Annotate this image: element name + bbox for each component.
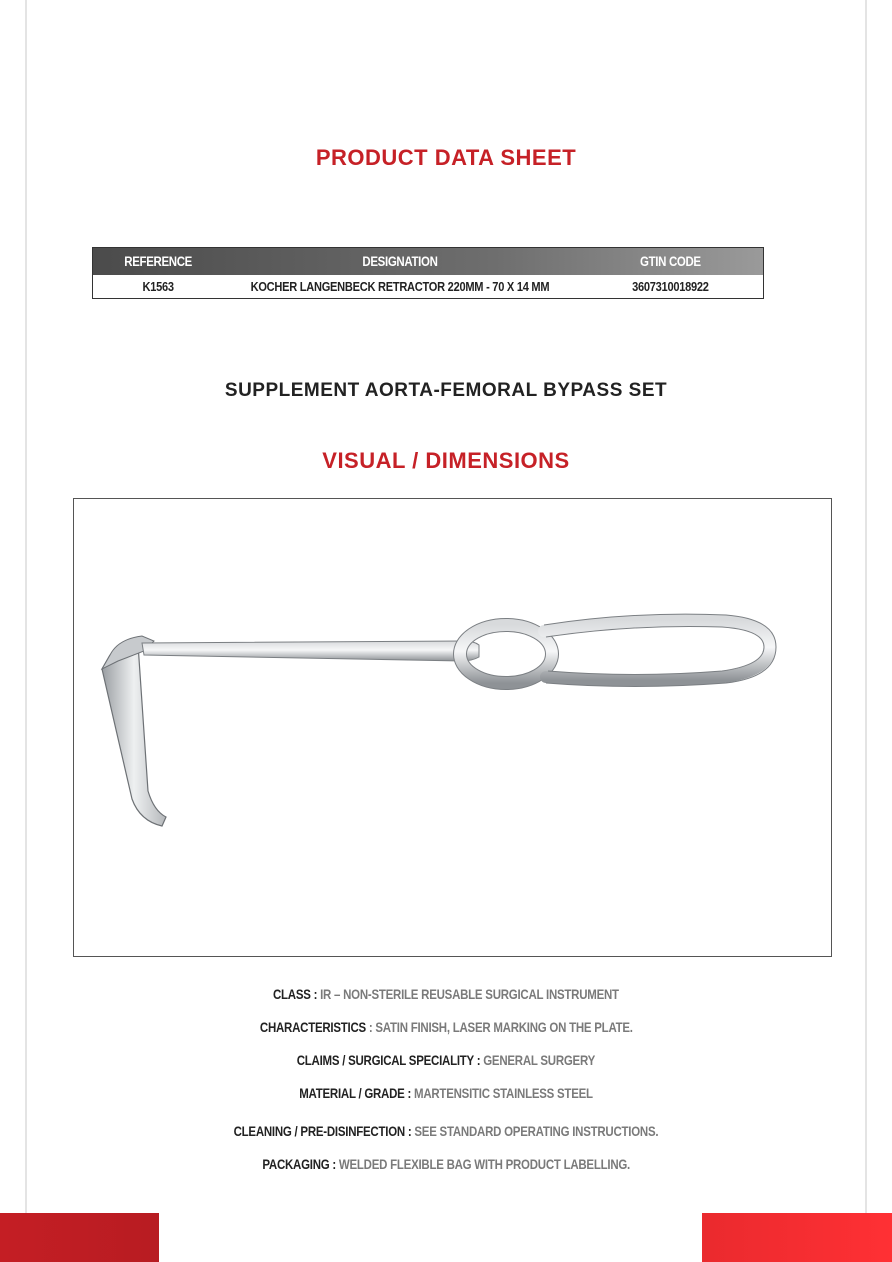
- column-header-reference: REFERENCE: [123, 254, 192, 269]
- supplement-set-title: SUPPLEMENT AORTA-FEMORAL BYPASS SET: [224, 380, 668, 401]
- designation-cell: KOCHER LANGENBECK RETRACTOR 220MM - 70 X 14 MM: [250, 279, 550, 294]
- visual-dimensions-title: VISUAL / DIMENSIONS: [322, 448, 570, 473]
- product-visual-frame: [73, 498, 832, 957]
- spec-packaging-label: PACKAGING :: [262, 1156, 336, 1172]
- spec-cleaning-label: CLEANING / PRE-DISINFECTION :: [233, 1123, 412, 1139]
- column-header-designation: DESIGNATION: [362, 254, 438, 269]
- spec-packaging: [0, 1156, 892, 1172]
- spec-class-label: CLASS :: [273, 986, 318, 1002]
- spec-characteristics: [0, 1019, 892, 1035]
- footer-accent-right: [702, 1213, 892, 1262]
- spec-material: [0, 1085, 892, 1101]
- spec-class: [0, 986, 892, 1002]
- column-header-gtin: GTIN CODE: [640, 254, 702, 269]
- spec-characteristics-label: CHARACTERISTICS: [259, 1019, 366, 1035]
- page-title: PRODUCT DATA SHEET: [315, 145, 577, 170]
- table-row: [93, 275, 764, 299]
- gtin-cell: 3607310018922: [632, 279, 709, 294]
- spec-cleaning-value: SEE STANDARD OPERATING INSTRUCTIONS.: [411, 1123, 659, 1139]
- spec-claims: [0, 1052, 892, 1068]
- retractor-icon: [74, 499, 831, 956]
- spec-packaging-value: WELDED FLEXIBLE BAG WITH PRODUCT LABELLING.: [335, 1156, 630, 1172]
- spec-class-value: IR – NON-STERILE REUSABLE SURGICAL INSTRUMENT: [317, 986, 619, 1002]
- spec-cleaning: [0, 1123, 892, 1139]
- spec-material-value: MARTENSITIC STAINLESS STEEL: [411, 1085, 593, 1101]
- spec-claims-label: CLAIMS / SURGICAL SPECIALITY :: [296, 1052, 481, 1068]
- footer-accent-left: [0, 1213, 159, 1262]
- reference-cell: K1563: [141, 279, 174, 294]
- spec-claims-value: GENERAL SURGERY: [480, 1052, 596, 1068]
- spec-material-label: MATERIAL / GRADE :: [299, 1085, 412, 1101]
- spec-characteristics-value: : SATIN FINISH, LASER MARKING ON THE PLATE.: [365, 1019, 633, 1035]
- table-header-row: [93, 248, 764, 276]
- product-reference-table: [92, 247, 764, 299]
